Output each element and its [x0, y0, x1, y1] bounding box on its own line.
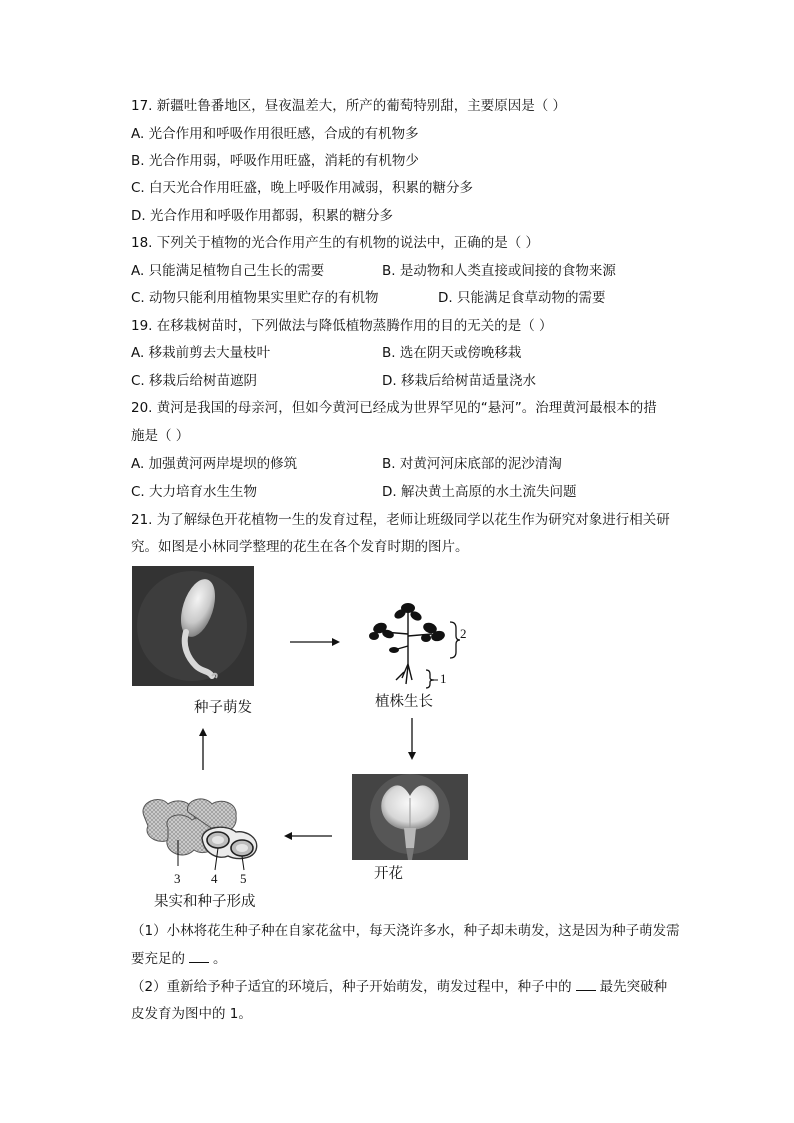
- label-2: 2: [460, 626, 467, 641]
- q18-option-a: A. 只能满足植物自己生长的需要: [131, 263, 325, 279]
- q18-option-d: D. 只能满足食草动物的需要: [438, 290, 606, 306]
- q21-stem-cont: 究。如图是小林同学整理的花生在各个发育时期的图片。: [131, 539, 469, 555]
- q18-option-b: B. 是动物和人类直接或间接的食物来源: [382, 263, 616, 279]
- peanut-fruit-drawing: [138, 790, 262, 868]
- stage-fruit-label: 果实和种子形成: [154, 894, 256, 910]
- q20-stem: 20. 黄河是我国的母亲河，但如今黄河已经成为世界罕见的“悬河”。治理黄河最根本的措: [131, 400, 657, 416]
- label-1: 1: [440, 671, 447, 686]
- subq2-line1: [131, 976, 667, 997]
- q17-option-d: D. 光合作用和呼吸作用都弱，积累的糖分多: [131, 208, 393, 224]
- q21-stem: 21. 为了解绿色开花植物一生的发育过程，老师让班级同学以花生作为研究对象进行相关研: [131, 512, 670, 528]
- q17-option-c: C. 白天光合作用旺盛，晚上呼吸作用减弱，积累的糖分多: [131, 180, 474, 196]
- q19-stem: 19. 在移栽树苗时，下列做法与降低植物蒸腾作用的目的无关的是（ ）: [131, 318, 553, 334]
- q19-option-b: B. 选在阴天或傍晚移栽: [382, 345, 522, 361]
- answer-blank-2[interactable]: [576, 976, 596, 991]
- q20-option-a: A. 加强黄河两岸堤坝的修筑: [131, 456, 298, 472]
- q19-option-a: A. 移栽前剪去大量枝叶: [131, 345, 271, 361]
- subq1-text-after: 。: [213, 951, 227, 967]
- label-5: 5: [240, 871, 247, 886]
- arrow-up-icon: [197, 728, 209, 772]
- q19-option-c: C. 移栽后给树苗遮阴: [131, 373, 258, 389]
- answer-blank-1[interactable]: [189, 948, 209, 963]
- subq2-text-before: （2）重新给予种子适宜的环境后，种子开始萌发，萌发过程中，种子中的: [131, 979, 572, 995]
- subq1-line2: [131, 948, 227, 969]
- plant-growth-drawing: [368, 594, 478, 694]
- subq1-text-before: 要充足的: [131, 951, 185, 967]
- arrow-left-icon: [284, 830, 334, 842]
- q20-option-d: D. 解决黄土高原的水土流失问题: [382, 484, 577, 500]
- subq2-line2: 皮发育为图中的 1。: [131, 1006, 252, 1022]
- label-4: 4: [211, 871, 218, 886]
- q17-stem: 17. 新疆吐鲁番地区，昼夜温差大，所产的葡萄特别甜，主要原因是（ ）: [131, 98, 567, 114]
- q18-stem: 18. 下列关于植物的光合作用产生的有机物的说法中，正确的是（ ）: [131, 235, 540, 251]
- seed-germination-photo: [132, 566, 254, 686]
- label-3: 3: [174, 871, 181, 886]
- q19-option-d: D. 移栽后给树苗适量浇水: [382, 373, 536, 389]
- subq2-text-after: 最先突破种: [599, 979, 668, 995]
- stage-flowering-label: 开花: [374, 866, 403, 882]
- q17-option-b: B. 光合作用弱，呼吸作用旺盛，消耗的有机物少: [131, 153, 419, 169]
- q20-option-c: C. 大力培育水生生物: [131, 484, 258, 500]
- q20-option-b: B. 对黄河河床底部的泥沙清淘: [382, 456, 562, 472]
- arrow-down-icon: [406, 716, 418, 764]
- stage-growth-label: 植株生长: [375, 694, 433, 710]
- arrow-right-icon: [288, 636, 348, 648]
- q17-option-a: A. 光合作用和呼吸作用很旺感，合成的有机物多: [131, 126, 419, 142]
- stage-germination-label: 种子萌发: [194, 700, 252, 716]
- flower-photo: [352, 774, 468, 860]
- q18-option-c: C. 动物只能利用植物果实里贮存的有机物: [131, 290, 379, 306]
- q20-stem-cont: 施是（ ）: [131, 428, 190, 444]
- subq1-line1: （1）小林将花生种子种在自家花盆中，每天浇许多水，种子却未萌发，这是因为种子萌发需: [131, 923, 680, 939]
